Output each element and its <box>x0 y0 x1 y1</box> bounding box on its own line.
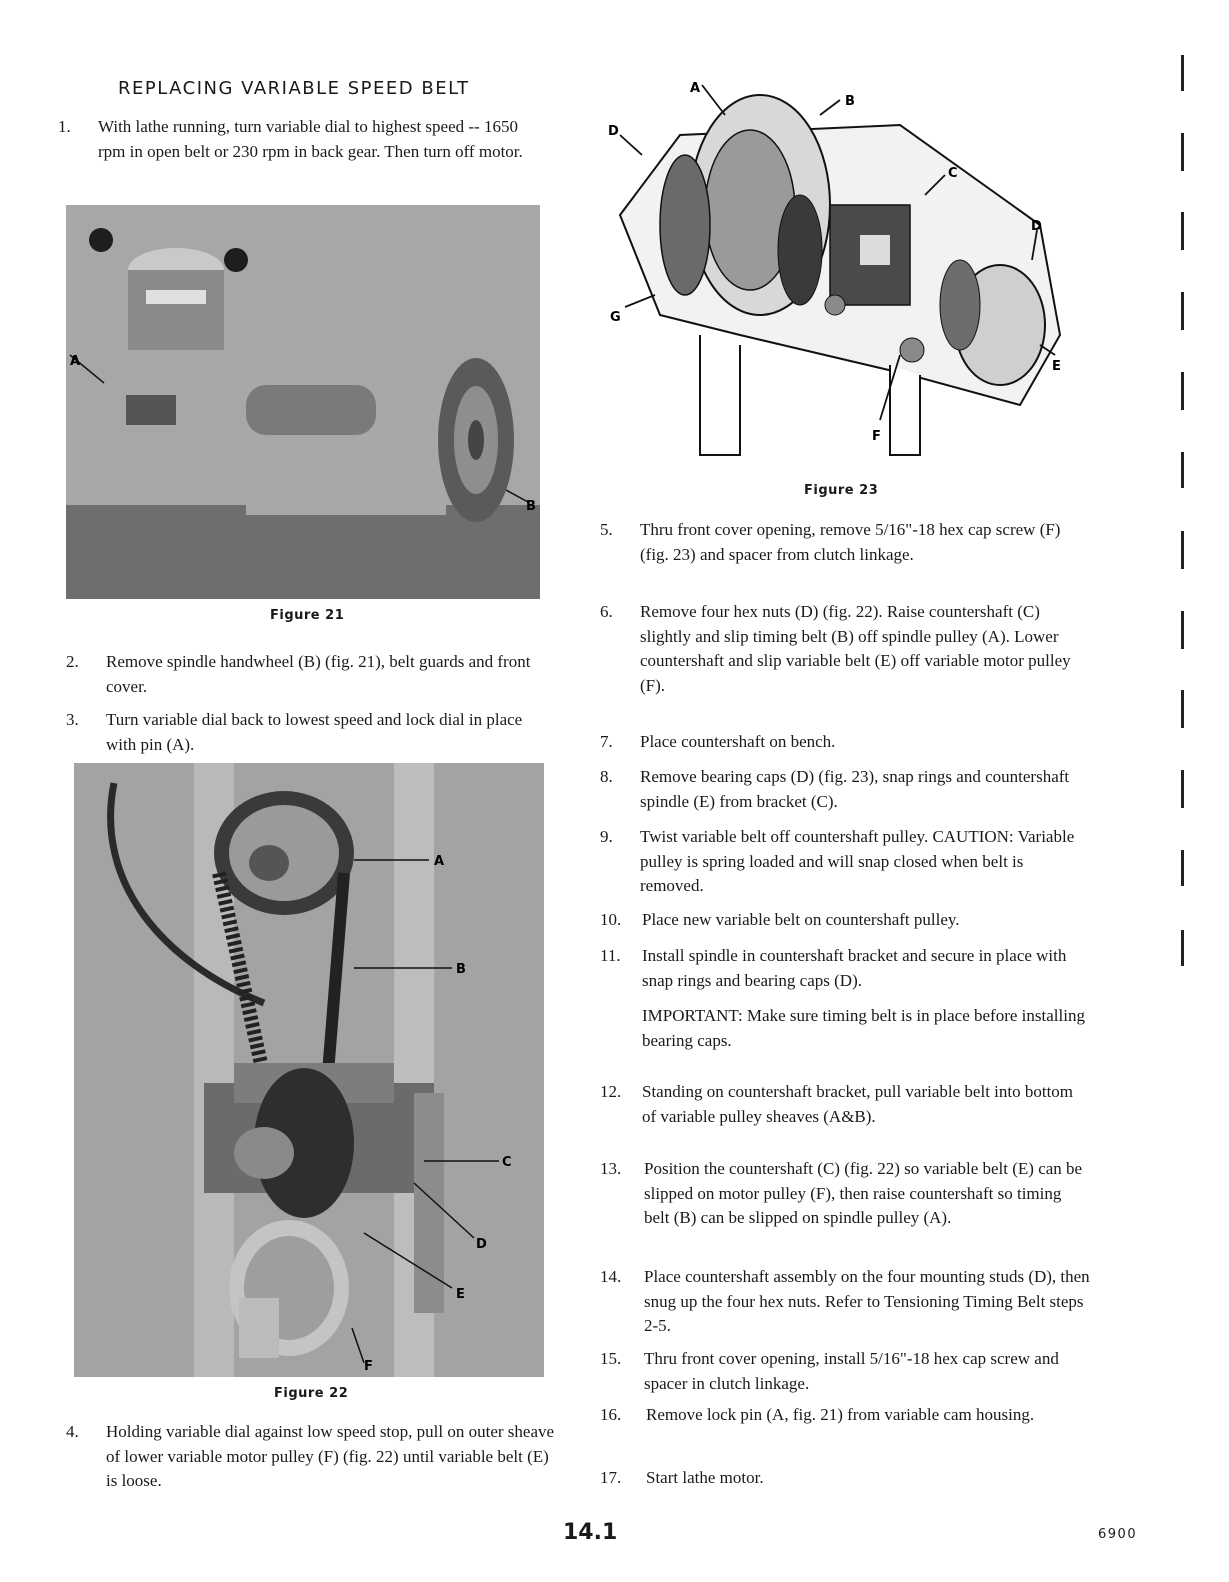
fig23-label-f: F <box>872 429 881 444</box>
step-text: Holding variable dial against low speed stop, pull on outer sheave of lower variable motor pulley (F) (fig. 22) until variable belt (E) is loose. <box>106 1422 555 1490</box>
fig21-label-a: A <box>70 354 81 369</box>
fig22-label-f: F <box>364 1359 373 1374</box>
step-number: 7. <box>600 732 613 751</box>
page-number: 14.1 <box>563 1520 618 1545</box>
fig23-label-a: A <box>690 81 701 96</box>
fig23-label-d-right: D <box>1031 219 1042 234</box>
step-text: Remove spindle handwheel (B) (fig. 21), belt guards and front cover. <box>106 652 531 696</box>
fig23-label-c: C <box>948 166 958 181</box>
change-bar <box>1181 930 1184 966</box>
change-bar <box>1181 212 1184 250</box>
step-text: Place countershaft assembly on the four mounting studs (D), then snug up the four hex nuts. Refer to Tensioning Timing Belt steps 2-5. <box>644 1267 1090 1335</box>
step-number: 14. <box>600 1267 622 1286</box>
change-bar <box>1181 452 1184 488</box>
change-bar <box>1181 850 1184 886</box>
step-number: 6. <box>600 602 613 621</box>
step-number: 1. <box>58 117 71 136</box>
step-number: 3. <box>66 710 79 729</box>
step-number: 11. <box>600 946 621 965</box>
change-bar <box>1181 611 1184 649</box>
step-text: Place new variable belt on countershaft pulley. <box>642 910 960 929</box>
step-number: 5. <box>600 520 613 539</box>
step-text: Place countershaft on bench. <box>640 732 836 751</box>
step-number: 15. <box>600 1349 622 1368</box>
step-text: Turn variable dial back to lowest speed and lock dial in place with pin (A). <box>106 710 523 754</box>
fig23-label-e: E <box>1052 359 1061 374</box>
fig22-label-d: D <box>476 1237 487 1252</box>
step-number: 13. <box>600 1159 622 1178</box>
change-bar <box>1181 372 1184 410</box>
step-number: 4. <box>66 1422 79 1441</box>
figure-22-caption: Figure 22 <box>274 1386 349 1401</box>
fig23-label-b: B <box>845 94 855 109</box>
step-text: Remove four hex nuts (D) (fig. 22). Raise countershaft (C) slightly and slip timing belt (B) off spindle pulley (A). Lower countershaft and slip variable belt (E) off variable motor pulley (F). <box>640 602 1071 695</box>
figure-23 <box>600 75 1075 470</box>
change-bar <box>1181 531 1184 569</box>
step-text: Install spindle in countershaft bracket and secure in place with snap rings and bearing caps (D). <box>642 946 1067 990</box>
document-code: 6900 <box>1098 1527 1138 1542</box>
step-number: 17. <box>600 1468 622 1487</box>
fig22-label-a: A <box>434 854 445 869</box>
step-text: Twist variable belt off countershaft pulley. CAUTION: Variable pulley is spring loaded and will snap closed when belt is removed. <box>640 827 1075 895</box>
fig22-label-b: B <box>456 962 466 977</box>
change-bar <box>1181 292 1184 330</box>
figure-22 <box>74 763 544 1377</box>
step-text: Thru front cover opening, remove 5/16"-18 hex cap screw (F) (fig. 23) and spacer from clutch linkage. <box>640 520 1061 564</box>
step-text: Position the countershaft (C) (fig. 22) so variable belt (E) can be slipped on motor pulley (F), then raise countershaft so timing belt (B) can be slipped on spindle pulley (A). <box>644 1159 1083 1227</box>
step-text: Remove bearing caps (D) (fig. 23), snap rings and countershaft spindle (E) from bracket (C). <box>640 767 1070 811</box>
fig23-label-g: G <box>610 310 621 325</box>
step-text: Remove lock pin (A, fig. 21) from variable cam housing. <box>646 1405 1035 1424</box>
step-number: 8. <box>600 767 613 786</box>
fig22-label-c: C <box>502 1155 512 1170</box>
step-number: 12. <box>600 1082 622 1101</box>
step-number: 10. <box>600 910 622 929</box>
step-number: 9. <box>600 827 613 846</box>
change-bar <box>1181 133 1184 171</box>
step-text: Start lathe motor. <box>646 1468 764 1487</box>
step-text: Thru front cover opening, install 5/16"-18 hex cap screw and spacer in clutch linkage. <box>644 1349 1059 1393</box>
change-bar <box>1181 770 1184 808</box>
figure-21 <box>66 205 540 599</box>
section-heading: REPLACING VARIABLE SPEED BELT <box>118 78 470 99</box>
step-text: Standing on countershaft bracket, pull variable belt into bottom of variable pulley sheaves (A&B). <box>642 1082 1074 1126</box>
fig23-label-d-left: D <box>608 124 619 139</box>
fig22-label-e: E <box>456 1287 465 1302</box>
figure-21-caption: Figure 21 <box>270 608 345 623</box>
step-number: 16. <box>600 1405 622 1424</box>
step-number: 2. <box>66 652 79 671</box>
fig21-label-b: B <box>526 499 536 514</box>
important-note: IMPORTANT: Make sure timing belt is in place before installing bearing caps. <box>642 1006 1085 1050</box>
change-bar <box>1181 55 1184 91</box>
figure-23-caption: Figure 23 <box>804 483 879 498</box>
change-bar <box>1181 690 1184 728</box>
step-text: With lathe running, turn variable dial to highest speed -- 1650 rpm in open belt or 230 rpm in back gear. Then turn off motor. <box>98 117 523 161</box>
